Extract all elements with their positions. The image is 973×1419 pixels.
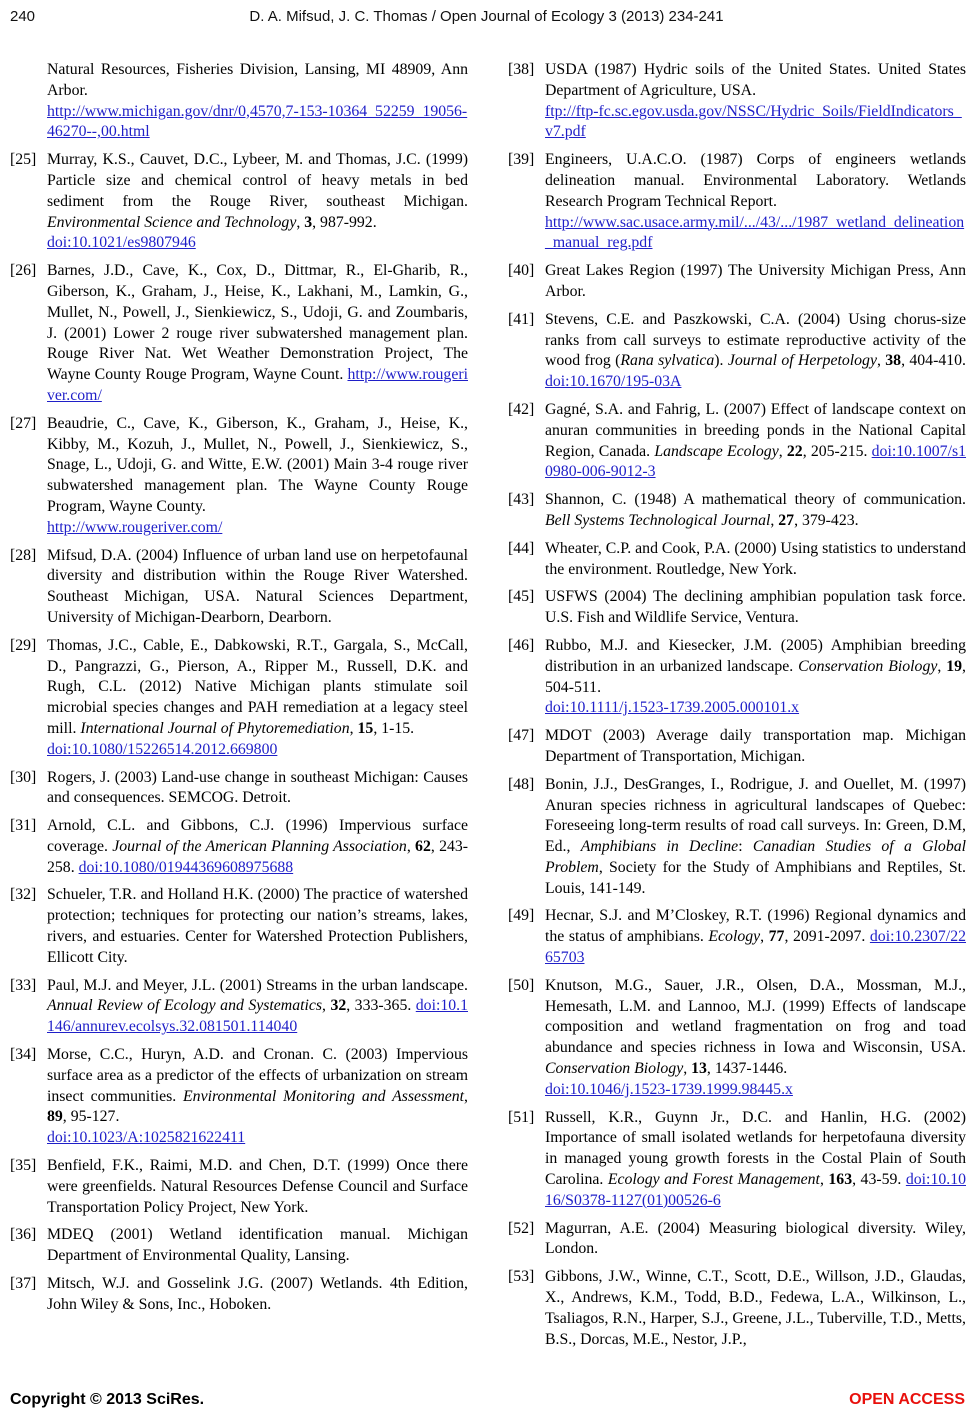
reference-text: 163 [828,1171,853,1189]
reference-number: [32] [10,886,37,904]
reference-link[interactable]: http://www.michigan.gov/dnr/0,4570,7-153-10364_52259_19056-46270--,00.html [47,102,468,141]
reference-text: Rubbo, M.J. and Kiesecker, J.M. (2005) Amphibian breeding distribution in an urbanized landscape. [545,636,966,675]
reference-number: [41] [508,310,535,328]
reference-number: [45] [508,588,535,606]
reference-text: Magurran, A.E. (2004) Measuring biological diversity. Wiley, London. [545,1219,966,1258]
reference-item [508,906,966,968]
reference-number: [43] [508,491,535,509]
reference-number: [42] [508,400,535,418]
reference-link[interactable]: doi:10.1046/j.1523-1739.1999.98445.x [545,1080,793,1098]
reference-text: Canadian Studies of a Global Problem [545,838,966,876]
reference-text: , 333-365. [346,997,416,1015]
reference-text: Bell Systems Technological Journal [545,511,771,529]
reference-number: [34] [10,1046,37,1064]
reference-item [508,1267,966,1350]
reference-text: Thomas, J.C., Cable, E., Dabkowski, R.T., Gargala, S., McCall, D., Pangrazzi, G., Pierson, A., Ripper M., Russell, D.K. and Rugh, C.L. (2012) Native Michigan plants stimulate soil microbial species changes and PAH remediation at a legacy steel mill. [47,636,468,737]
reference-text: 62 [415,837,431,855]
reference-text: , 205-215. [802,442,872,460]
reference-item [508,400,966,483]
reference-item [508,775,966,900]
reference-text: Environmental Monitoring and Assessment [183,1087,465,1105]
reference-text: , [406,837,416,855]
reference-text: MDOT (2003) Average daily transportation map. Michigan Department of Transportation, Michigan. [545,727,966,765]
reference-text: Gibbons, J.W., Winne, C.T., Scott, D.E., Willson, J.D., Glaudas, X., Andrews, K.M., Todd, B.D., Fedewa, L.A., Wilkinson, L., Tsaliagos, R.N., Harper, S.J., Greene, J.L., Tuberville, T.D., Metts, B.S., Dorcas, M.E., Nestor, J.P., [545,1268,966,1348]
reference-item [508,60,966,143]
reference-text: USFWS (2004) The declining amphibian population task force. U.S. Fish and Wildlife Service, Ventura. [545,588,966,627]
reference-number: [40] [508,262,535,280]
reference-text: , [322,997,331,1015]
reference-text: , 404-410. [901,352,966,370]
reference-text: 22 [786,442,803,460]
reference-number: [27] [10,414,37,432]
reference-text: : [738,838,753,856]
reference-item [508,261,966,303]
reference-item [10,1045,468,1149]
reference-item [508,150,966,254]
reference-text: , 987-992. [312,213,377,231]
reference-number: [38] [508,61,535,78]
reference-item [10,414,468,539]
reference-text: Journal of Herpetology [727,352,877,370]
reference-text: Shannon, C. (1948) A mathematical theory of communication. [545,491,966,509]
reference-link[interactable]: http://www.rougeriver.com/ [47,366,468,404]
reference-text: 32 [330,997,347,1015]
reference-text: Stevens, C.E. and Paszkowski, C.A. (2004) Using chorus-size ranks from call surveys to estimate reproductive activity of the wood frog ( [545,310,966,370]
reference-number: [26] [10,262,37,280]
page-header [0,8,973,28]
reference-number: [36] [10,1226,37,1244]
reference-link[interactable]: doi:10.1016/S0378-1127(01)00526-6 [545,1171,966,1209]
reference-text: , 2091-2097. [784,928,870,946]
reference-text: Mifsud, D.A. (2004) Influence of urban land use on herpetofaunal diversity and distribution within the Rouge River Watershed. Southeast Michigan, USA. Natural Sciences Department, University of Michigan-Dearborn, Dearborn. [47,546,468,626]
reference-text: Rana sylvatica [620,352,715,370]
references-section [10,60,966,1357]
reference-text: Ecology [708,928,761,946]
reference-link[interactable]: doi:10.1146/annurev.ecolsys.32.081501.114040 [47,997,468,1036]
reference-link[interactable]: ftp://ftp-fc.sc.egov.usda.gov/NSSC/Hydric_Soils/FieldIndicators_v7.pdf [545,102,962,141]
reference-text: USDA (1987) Hydric soils of the United States. United States Department of Agriculture, USA. [545,61,966,99]
reference-text: Arnold, C.L. and Gibbons, C.J. (1996) Impervious surface coverage. [47,817,468,855]
reference-text: , [683,1060,692,1078]
reference-item [508,636,966,719]
reference-text: Journal of the American Planning Association [112,837,407,855]
reference-item [10,1274,468,1316]
reference-link[interactable]: doi:10.1080/15226514.2012.669800 [47,740,278,758]
reference-item [10,816,468,878]
reference-text: , [760,928,769,946]
reference-link[interactable]: doi:10.1670/195-03A [545,373,682,391]
reference-text: , 379-423. [794,511,859,529]
copyright-text: Copyright © 2013 SciRes. [10,1391,205,1408]
reference-text: , Society for the Study of Amphibians and Reptiles, St. Louis, 141-149. [545,858,966,897]
reference-item [508,587,966,629]
reference-link[interactable]: doi:10.1080/01944369608975688 [78,858,294,876]
reference-text: , 95-127. [62,1108,120,1126]
page-footer [10,1391,965,1409]
reference-text: Rogers, J. (2003) Land-use change in southeast Michigan: Causes and consequences. SEMCOG. Detroit. [47,768,468,807]
reference-text: Annual Review of Ecology and Systematics [47,997,323,1015]
reference-link[interactable]: doi:10.1021/es9807946 [47,234,196,252]
reference-text: Bonin, J.J., DesGranges, I., Rodrigue, J. and Ouellet, M. (1997) Anuran species richness in agricultural landscapes of Quebec: Foreseeing long-term results of road call surveys. In: Green, D.M, Ed., [545,775,966,856]
reference-text: Murray, K.S., Cauvet, D.C., Lybeer, M. and Thomas, J.C. (1999) Particle size and chemical control of heavy metals in bed sediment from the Rouge River, southeast Michigan. [47,151,468,210]
reference-number: [29] [10,636,37,654]
reference-text: Paul, M.J. and Meyer, J.L. (2001) Streams in the urban landscape. [47,976,468,994]
reference-text: , [770,511,779,529]
reference-item [10,261,468,407]
reference-number: [28] [10,546,37,564]
reference-number: [49] [508,907,535,925]
reference-number: [53] [508,1268,535,1286]
reference-item [10,636,468,761]
reference-item [10,546,468,629]
reference-item [10,1156,468,1218]
page-number: 240 [10,8,36,25]
reference-number: [37] [10,1275,37,1293]
reference-link[interactable]: http://www.sac.usace.army.mil/.../43/.../1987_wetland_delineation_manual_reg.pdf [545,213,965,252]
reference-item [508,310,966,393]
reference-item [508,1108,966,1212]
reference-text: 3 [304,213,313,231]
reference-text: , [778,442,787,460]
reference-item [508,539,966,581]
references-column-left [10,60,468,1357]
reference-text: Natural Resources, Fisheries Division, Lansing, MI 48909, Ann Arbor. [47,61,468,99]
reference-text: , 243-258. [47,837,469,876]
open-access-label: OPEN ACCESS [849,1391,965,1408]
reference-text: 27 [778,511,795,529]
reference-item [508,976,966,1101]
reference-text: , 1437-1446. [706,1060,788,1078]
reference-text: 19 [946,657,963,675]
reference-text: , [937,657,947,675]
reference-item [10,976,468,1038]
reference-text: , [819,1171,829,1189]
reference-text: 89 [47,1108,63,1126]
reference-text: 77 [768,928,785,946]
reference-number: [31] [10,817,37,835]
reference-text: Ecology and Forest Management [607,1171,820,1189]
running-title: D. A. Mifsud, J. C. Thomas / Open Journal of Ecology 3 (2013) 234-241 [249,8,724,25]
reference-number: [30] [10,768,37,786]
reference-text: , [876,352,886,370]
reference-text: 13 [691,1060,707,1078]
reference-link[interactable]: doi:10.1023/A:1025821622411 [47,1129,246,1147]
reference-item [508,1219,966,1261]
reference-text: Conservation Biology [545,1060,684,1078]
reference-link[interactable]: doi:10.1111/j.1523-1739.2005.000101.x [545,699,800,717]
reference-text: Environmental Science and Technology [47,213,297,231]
reference-text: , [464,1087,468,1105]
reference-text: Benfield, F.K., Raimi, M.D. and Chen, D.T. (1999) Once there were greenfields. Natural Resources Defense Council and Surface Transportation Policy Project, New York. [47,1157,468,1216]
reference-item [508,726,966,768]
reference-text: ). [714,352,728,370]
reference-item [10,768,468,810]
references-column-right [508,60,966,1357]
reference-link[interactable]: doi:10.2307/2265703 [545,928,966,967]
reference-text: MDEQ (2001) Wetland identification manual. Michigan Department of Environmental Quality, Lansing. [47,1226,468,1265]
reference-text: Morse, C.C., Huryn, A.D. and Cronan. C. (2003) Impervious surface area as a predictor of the effects of urbanization on stream insect communities. [47,1046,468,1105]
reference-text: 15 [357,719,374,737]
reference-text: , [296,213,305,231]
reference-link[interactable]: http://www.rougeriver.com/ [47,518,223,536]
reference-text: Gagné, S.A. and Fahrig, L. (2007) Effect of landscape context on anuran communities in breeding ponds in the National Capital Region, Canada. [545,400,966,460]
reference-text: Hecnar, S.J. and M’Closkey, R.T. (1996) Regional dynamics and the status of amphibians. [545,907,966,946]
reference-text: Mitsch, W.J. and Gosselink J.G. (2007) Wetlands. 4th Edition, John Wiley & Sons, Inc., Hoboken. [47,1275,468,1313]
reference-link[interactable]: doi:10.1007/s10980-006-9012-3 [545,442,967,481]
reference-number: [52] [508,1219,535,1237]
reference-text: Russell, K.R., Guynn Jr., D.C. and Hanlin, H.G. (2002) Importance of small isolated wetlands for herpetofauna diversity in managed young growth forests in the Costal Plain of South Carolina. [545,1108,966,1189]
reference-text: Beaudrie, C., Cave, K., Giberson, K., Graham, J., Heise, K., Kibby, M., Kozuh, J., Mullet, N., Powell, J., Sienkiewicz, S., Snage, L., Udoji, G. and Witte, E.W. (2001) Main 3-4 rouge river subwatershed management plan. The Wayne County Rouge Program, Wayne County. [47,414,468,515]
reference-text: Engineers, U.A.C.O. (1987) Corps of engineers wetlands delineation manual. Environmental Laboratory. Wetlands Research Program Technical Report. [545,151,966,210]
reference-text: , [349,719,358,737]
reference-number: [47] [508,727,535,745]
reference-number: [35] [10,1157,37,1175]
reference-number: [44] [508,539,535,557]
reference-item [10,1225,468,1267]
reference-number: [48] [508,775,535,793]
reference-item [508,490,966,532]
reference-text: Schueler, T.R. and Holland H.K. (2000) The practice of watershed protection; techniques for protecting our nation’s streams, lakes, rivers, and estuaries. Center for Watershed Protection Publishers, Ellicott City. [47,886,468,966]
reference-text: 38 [885,352,902,370]
reference-number: [46] [508,636,535,654]
reference-text: Conservation Biology [798,657,938,675]
reference-text: Amphibians in Decline [580,838,739,856]
reference-text: , 43-59. [852,1171,906,1189]
reference-number: [51] [508,1108,535,1126]
reference-number: [33] [10,976,37,994]
reference-text: Landscape Ecology [654,442,779,460]
reference-text: Wheater, C.P. and Cook, P.A. (2000) Using statistics to understand the environment. Routledge, New York. [545,539,967,578]
reference-text: , 504-511. [545,657,966,696]
reference-text: Great Lakes Region (1997) The University Michigan Press, Ann Arbor. [545,262,966,300]
reference-continuation [10,60,468,143]
reference-text: Barnes, J.D., Cave, K., Cox, D., Dittmar, R., El-Gharib, R., Giberson, K., Graham, J., Heise, K., Lakhani, M., Lamkin, G., Mullet, N., Powell, J., Sienkiewicz, S., Udoji, G. and Zoumbaris, J. (2001) Lower 2 rouge river subwatershed management plan. Rouge River Nat. Wet Weather Demonstration Project, The Wayne County Rouge Program, Wayne Count. [47,262,468,384]
reference-text: Knutson, M.G., Sauer, J.R., Olsen, D.A., Mossman, M.J., Hemesath, L.M. and Lannoo, M.J. (1999) Effects of landscape composition and wetland fragmentation on frog and toad abundance and species richness in Iowa and Wisconsin, USA. [545,976,966,1057]
reference-number: [25] [10,151,37,169]
reference-text: International Journal of Phytoremediation [80,719,350,737]
reference-number: [39] [508,151,535,169]
reference-number: [50] [508,976,535,994]
reference-item [10,885,468,968]
reference-text: , 1-15. [373,719,415,737]
reference-item [10,150,468,254]
